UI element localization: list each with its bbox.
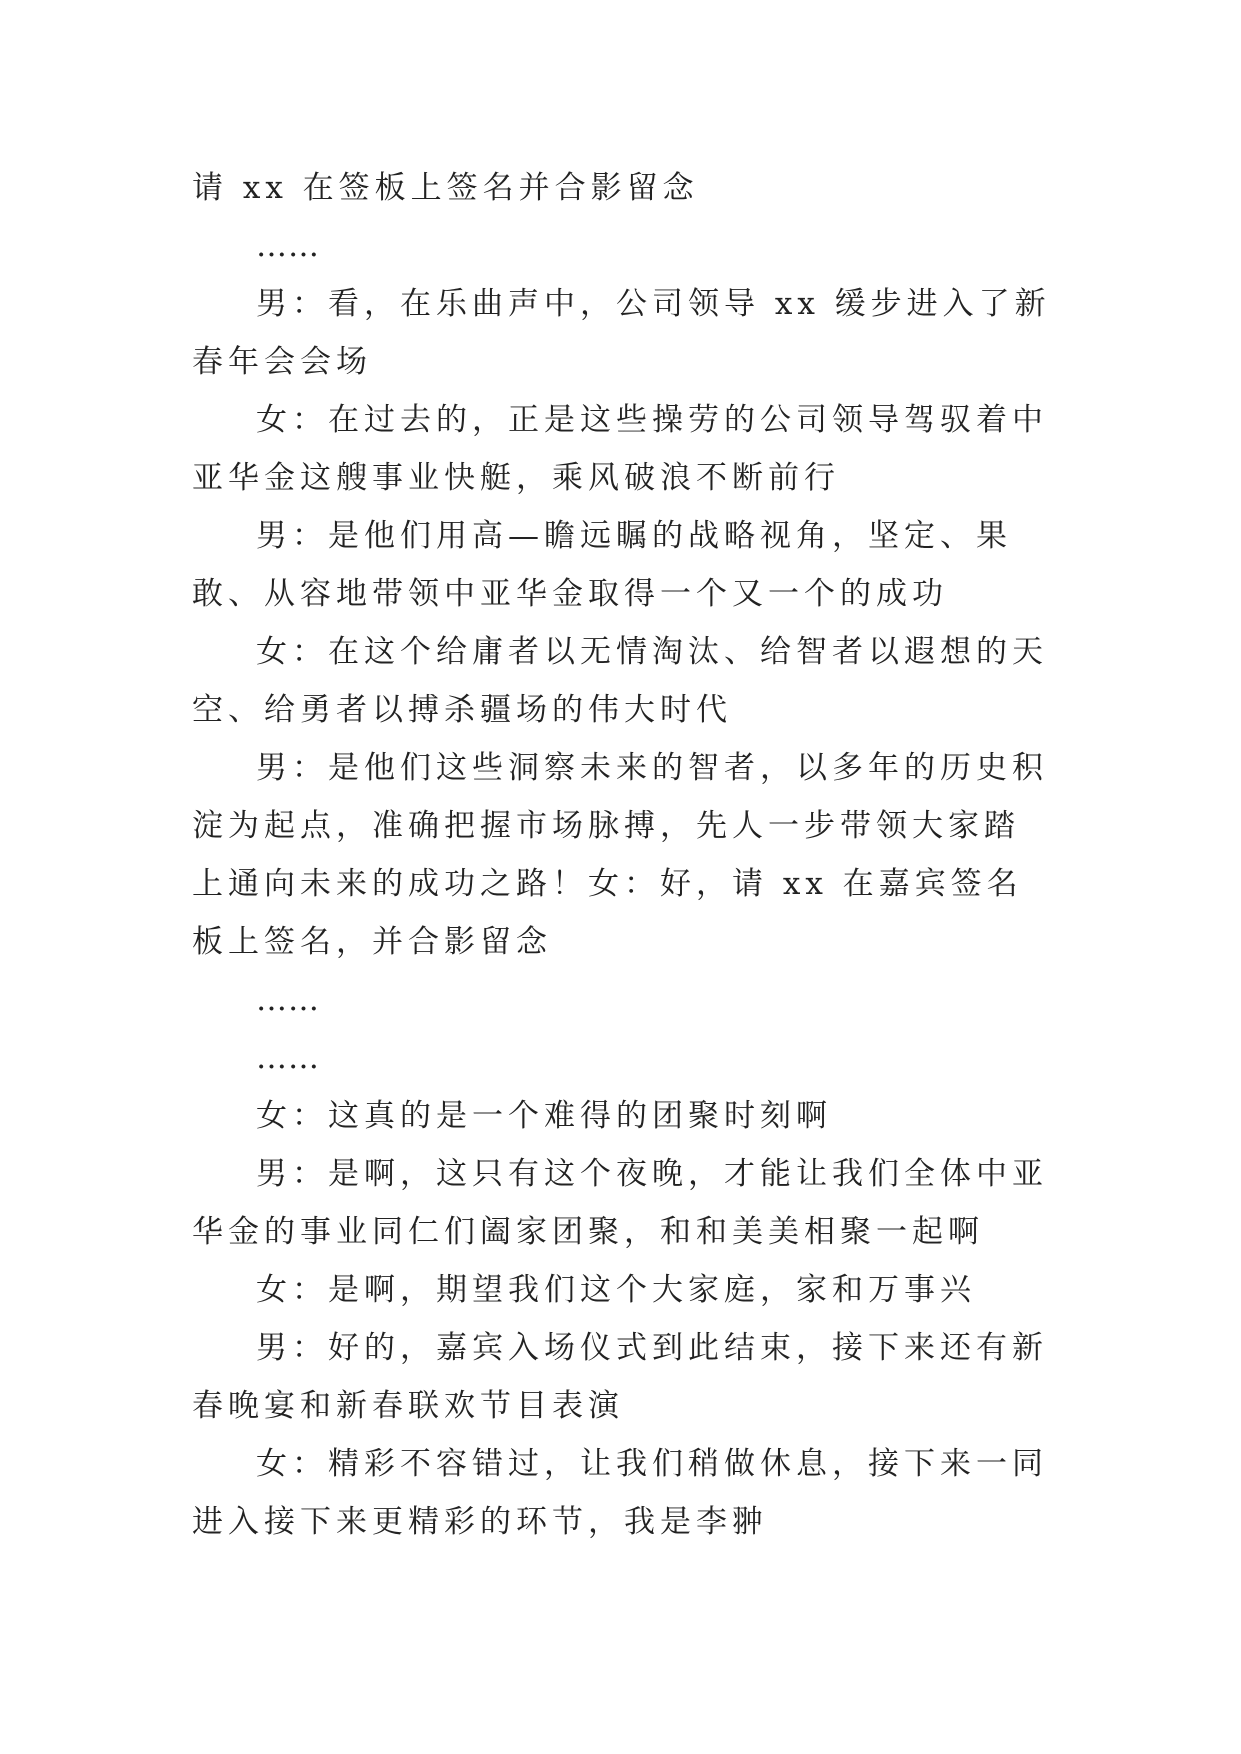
paragraph: 女：精彩不容错过，让我们稍做休息，接下来一同进入接下来更精彩的环节，我是李翀 [192,1446,1048,1540]
ellipsis-line: …… [256,1040,320,1076]
paragraph: 男：好的，嘉宾入场仪式到此结束，接下来还有新春晚宴和新春联欢节目表演 [192,1330,1048,1424]
ellipsis-line: …… [256,228,320,264]
paragraph: 女：这真的是一个难得的团聚时刻啊 [256,1098,832,1134]
paragraph: 男：是啊，这只有这个夜晚，才能让我们全体中亚华金的事业同仁们阖家团聚，和和美美相聚一起啊 [192,1156,1048,1250]
paragraph: 女：是啊，期望我们这个大家庭，家和万事兴 [256,1272,976,1308]
document-body [192,159,1052,1551]
paragraph: 女：在过去的，正是这些操劳的公司领导驾驭着中亚华金这艘事业快艇，乘风破浪不断前行 [192,402,1048,496]
paragraph: 男：是他们这些洞察未来的智者，以多年的历史积淀为起点，准确把握市场脉搏，先人一步带领大家踏上通向未来的成功之路！女：好，请 xx 在嘉宾签名板上签名，并合影留念 [192,750,1048,960]
paragraph: 男：是他们用高—瞻远瞩的战略视角，坚定、果敢、从容地带领中亚华金取得一个又一个的成功 [192,518,1012,612]
paragraph: 女：在这个给庸者以无情淘汰、给智者以遐想的天空、给勇者以搏杀疆场的伟大时代 [192,634,1048,728]
paragraph: 男：看，在乐曲声中，公司领导 xx 缓步进入了新春年会会场 [192,286,1051,380]
ellipsis-line: …… [256,982,320,1018]
paragraph: 请 xx 在签板上签名并合影留念 [192,170,699,206]
